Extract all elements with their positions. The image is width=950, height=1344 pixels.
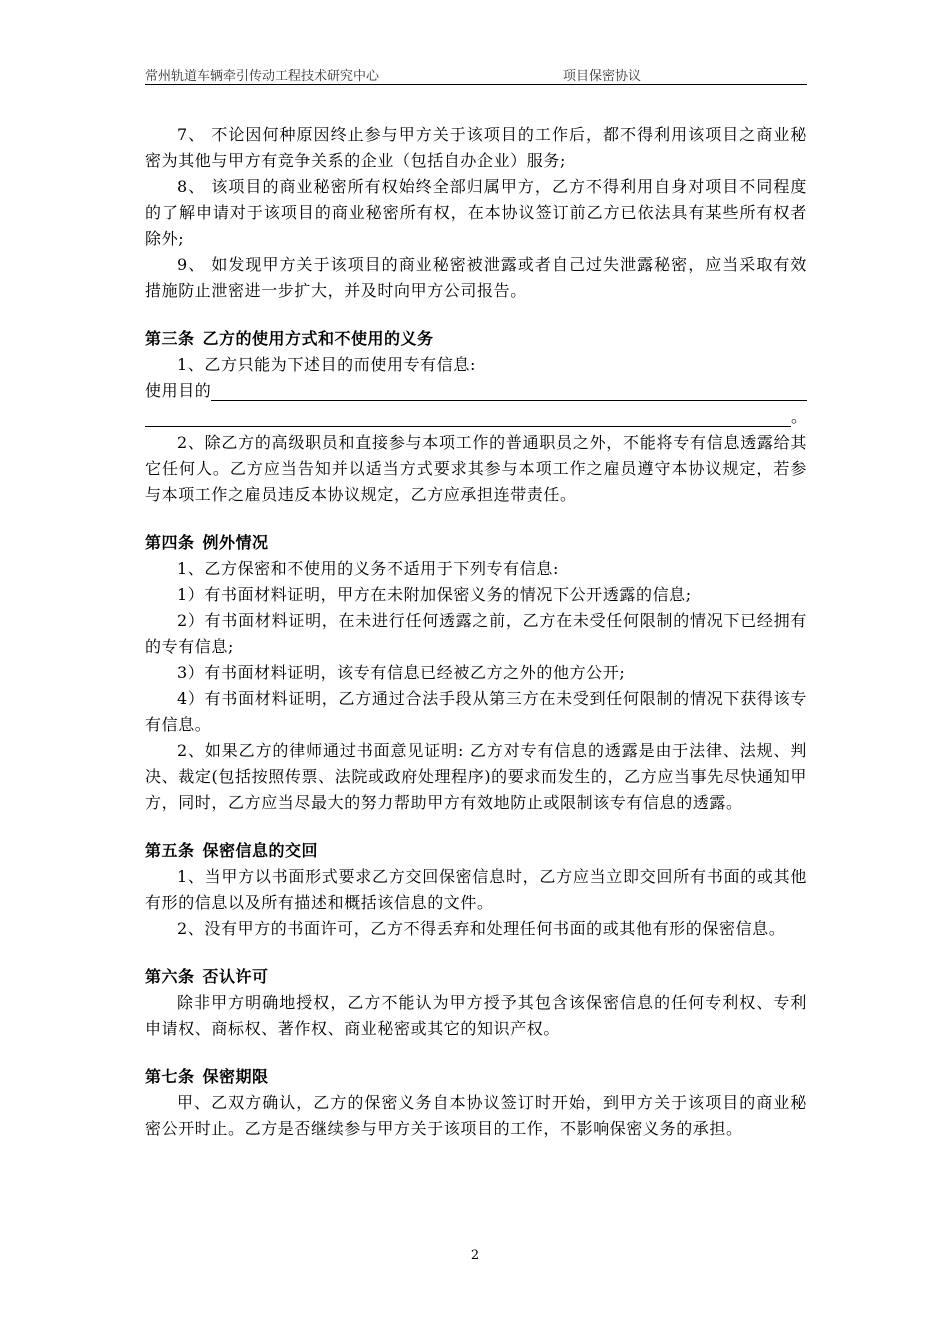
paragraph: 8、 该项目的商业秘密所有权始终全部归属甲方，乙方不得利用自身对项目不同程度的了解申请对于该项目的商业秘密所有权，在本协议签订前乙方已依法具有某些所有权者除外; bbox=[145, 177, 807, 248]
purpose-blank-line bbox=[145, 406, 791, 427]
section-4-heading bbox=[145, 530, 807, 556]
section-number: 第三条 bbox=[145, 329, 195, 348]
purpose-blank-line bbox=[211, 380, 807, 401]
section-number: 第六条 bbox=[145, 967, 195, 986]
section-title: 否认许可 bbox=[202, 967, 269, 986]
section-number: 第四条 bbox=[145, 533, 195, 552]
section-title: 保密期限 bbox=[202, 1067, 269, 1086]
paragraph: 1、乙方只能为下述目的而使用专有信息: bbox=[177, 355, 476, 374]
purpose-fill-row bbox=[145, 378, 807, 404]
paragraph: 甲、乙双方确认，乙方的保密义务自本协议签订时开始，到甲方关于该项目的商业秘密公开时止。乙方是否继续参与甲方关于该项目的工作，不影响保密义务的承担。 bbox=[145, 1093, 807, 1138]
paragraph: 2）有书面材料证明，在未进行任何透露之前，乙方在未受任何限制的情况下已经拥有的专有信息; bbox=[145, 611, 807, 656]
section-number: 第五条 bbox=[145, 841, 195, 860]
section-number: 第七条 bbox=[145, 1067, 195, 1086]
paragraph: 2、没有甲方的书面许可，乙方不得丢弃和处理任何书面的或其他有形的保密信息。 bbox=[177, 919, 786, 938]
paragraph: 3）有书面材料证明，该专有信息已经被乙方之外的他方公开; bbox=[177, 663, 626, 682]
section-5-heading bbox=[145, 838, 807, 864]
paragraph: 2、如果乙方的律师通过书面意见证明: 乙方对专有信息的透露是由于法律、法规、判决、裁定(包括按照传票、法院或政府处理程序)的要求而发生的，乙方应当事先尽快通知甲方，同时，乙方应当尽最大的努力帮助甲方有效地防止或限制该专有信息的透露。 bbox=[145, 741, 807, 812]
section-title: 乙方的使用方式和不使用的义务 bbox=[202, 329, 434, 348]
header-organization: 常州轨道车辆牵引传动工程技术研究中心 bbox=[145, 69, 380, 84]
section-7-heading bbox=[145, 1064, 807, 1090]
paragraph: 1、乙方保密和不使用的义务不适用于下列专有信息: bbox=[177, 559, 559, 578]
paragraph: 1、当甲方以书面形式要求乙方交回保密信息时，乙方应当立即交回所有书面的或其他有形的信息以及所有描述和概括该信息的文件。 bbox=[145, 867, 807, 912]
paragraph: 除非甲方明确地授权，乙方不能认为甲方授予其包含该保密信息的任何专利权、专利申请权、商标权、著作权、商业秘密或其它的知识产权。 bbox=[145, 993, 807, 1038]
section-6-heading bbox=[145, 964, 807, 990]
purpose-label: 使用目的 bbox=[145, 381, 212, 400]
section-3-heading bbox=[145, 326, 807, 352]
end-mark: 。 bbox=[790, 407, 807, 426]
paragraph: 7、 不论因何种原因终止参与甲方关于该项目的工作后，都不得利用该项目之商业秘密为其他与甲方有竞争关系的企业（包括自办企业）服务; bbox=[145, 125, 807, 170]
purpose-fill-row-2 bbox=[145, 404, 807, 430]
paragraph: 9、 如发现甲方关于该项目的商业秘密被泄露或者自己过失泄露秘密，应当采取有效措施防止泄密进一步扩大，并及时向甲方公司报告。 bbox=[145, 255, 807, 300]
section-title: 保密信息的交回 bbox=[202, 841, 319, 860]
document-body bbox=[145, 122, 807, 1142]
section-title: 例外情况 bbox=[202, 533, 269, 552]
page-number: 2 bbox=[470, 1248, 480, 1263]
paragraph: 2、除乙方的高级职员和直接参与本项工作的普通职员之外，不能将专有信息透露给其它任何人。乙方应当告知并以适当方式要求其参与本项工作之雇员遵守本协议规定，若参与本项工作之雇员违反本协议规定，乙方应承担连带责任。 bbox=[145, 433, 807, 504]
paragraph: 4）有书面材料证明，乙方通过合法手段从第三方在未受到任何限制的情况下获得该专有信息。 bbox=[145, 689, 807, 734]
paragraph: 1）有书面材料证明，甲方在未附加保密义务的情况下公开透露的信息; bbox=[177, 585, 692, 604]
page-header bbox=[145, 62, 807, 85]
header-document-title: 项目保密协议 bbox=[563, 69, 642, 84]
